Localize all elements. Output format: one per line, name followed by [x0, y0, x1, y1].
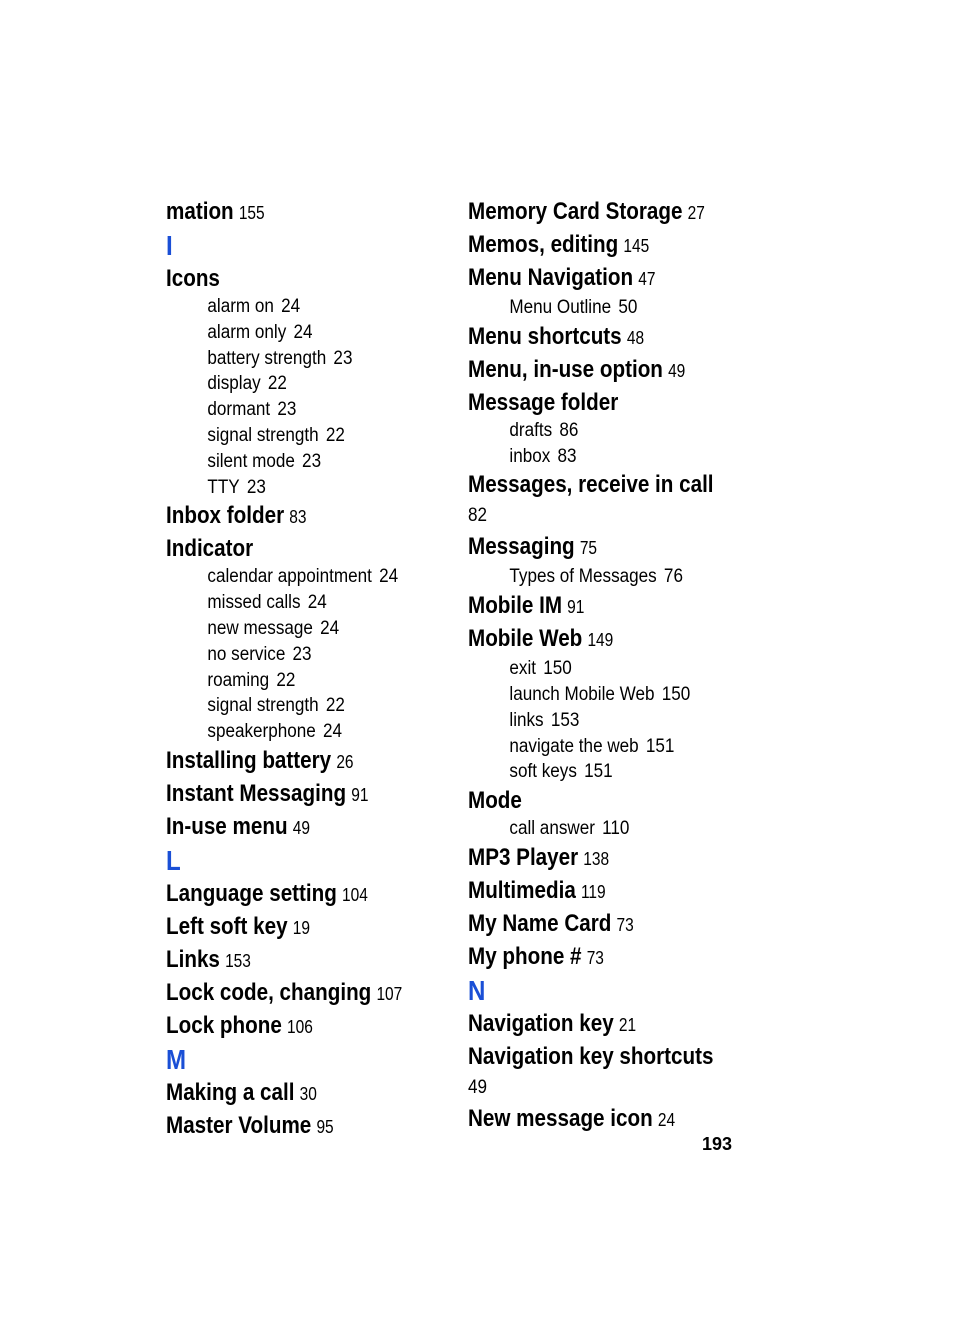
index-entry: Mode: [468, 787, 522, 815]
index-subentry: roaming 22: [207, 669, 296, 691]
index-subentry: links 153: [509, 709, 580, 731]
index-entry: Icons: [166, 265, 220, 292]
index-subentry: calendar appointment 24: [207, 566, 399, 588]
index-entry: Master Volume 95: [166, 1111, 334, 1139]
index-entry: Left soft key 19: [166, 912, 310, 940]
index-entry: Messages, receive in call: [468, 471, 714, 499]
index-subentry: missed calls 24: [207, 592, 327, 614]
index-entry: Mobile IM 91: [468, 592, 585, 620]
index-entry: Lock code, changing 107: [166, 978, 403, 1006]
index-entry: New message icon 24: [468, 1104, 676, 1132]
index-subentry: drafts 86: [509, 419, 579, 441]
index-entry: Memory Card Storage 27: [468, 198, 705, 225]
index-subentry: signal strength 22: [207, 424, 345, 446]
index-subentry: launch Mobile Web 150: [509, 683, 691, 705]
index-entry: Memos, editing 145: [468, 231, 650, 258]
index-entry: My Name Card 73: [468, 909, 634, 937]
index-entry: Installing battery 26: [166, 746, 354, 774]
index-entry: In-use menu 49: [166, 812, 310, 840]
index-subentry: navigate the web 151: [509, 735, 675, 757]
index-column-right: [468, 196, 768, 1136]
index-entry: Menu, in-use option 49: [468, 355, 686, 383]
index-entry: Language setting 104: [166, 879, 368, 907]
index-subentry: battery strength 23: [207, 347, 353, 369]
index-entry: Links 153: [166, 945, 251, 973]
index-entry: Making a call 30: [166, 1078, 317, 1106]
index-entry-page: 49: [468, 1076, 488, 1098]
index-column-left: [166, 196, 446, 1143]
index-entry: Mobile Web 149: [468, 625, 614, 653]
index-entry: Navigation key 21: [468, 1009, 637, 1037]
index-subentry: new message 24: [207, 617, 340, 639]
section-letter-i: I: [166, 230, 173, 261]
index-subentry: alarm only 24: [207, 321, 313, 343]
index-subentry: dormant 23: [207, 399, 297, 421]
index-subentry: TTY 23: [207, 476, 266, 498]
index-entry: Inbox folder 83: [166, 502, 307, 530]
index-subentry: Types of Messages 76: [509, 566, 683, 588]
index-entry: Navigation key shortcuts: [468, 1042, 714, 1070]
section-letter-m: M: [166, 1043, 187, 1075]
page-number: 193: [702, 1134, 733, 1154]
index-subentry: alarm on 24: [207, 296, 301, 317]
index-subentry: display 22: [207, 373, 287, 395]
index-entry: Menu shortcuts 48: [468, 322, 645, 350]
index-entry: Indicator: [166, 535, 254, 563]
section-letter-l: L: [166, 844, 181, 876]
index-entry: Multimedia 119: [468, 876, 606, 904]
index-subentry: signal strength 22: [207, 695, 345, 717]
index-entry-page: 82: [468, 505, 488, 527]
index-subentry: speakerphone 24: [207, 721, 343, 743]
index-subentry: exit 150: [509, 658, 572, 680]
index-entry: Messaging 75: [468, 533, 598, 561]
index-subentry: soft keys 151: [509, 761, 613, 783]
index-subentry: call answer 110: [509, 818, 630, 840]
index-entry: Menu Navigation 47: [468, 264, 656, 291]
index-subentry: inbox 83: [509, 445, 577, 467]
index-entry: Lock phone 106: [166, 1011, 313, 1039]
index-subentry: no service 23: [207, 643, 312, 665]
index-subentry: silent mode 23: [207, 450, 322, 472]
index-entry: MP3 Player 138: [468, 843, 610, 871]
index-entry: mation 155: [166, 198, 265, 225]
index-entry: My phone # 73: [468, 942, 604, 970]
index-subentry: Menu Outline 50: [509, 297, 638, 318]
index-entry: Message folder: [468, 388, 619, 416]
section-letter-n: N: [468, 974, 486, 1006]
index-entry: Instant Messaging 91: [166, 779, 369, 807]
